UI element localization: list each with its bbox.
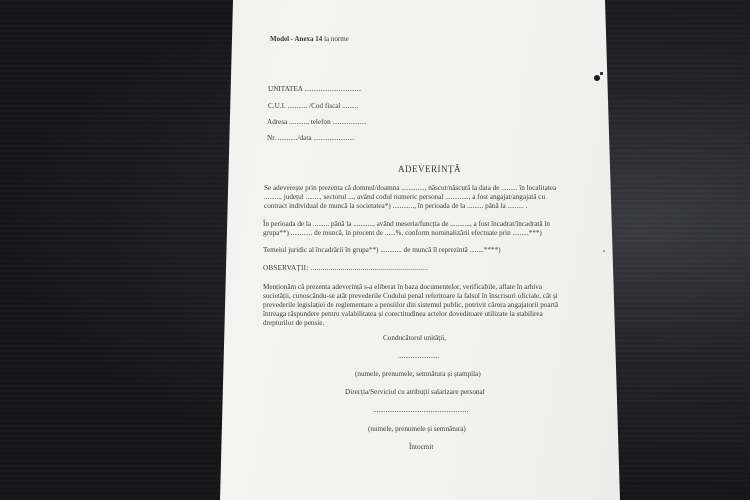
paragraph-1-line-3: contract individual de muncă la societatea*) ............, în perioada de la ......... până la ......... . (264, 202, 528, 210)
field-cui: C.U.I. ........... /Cod fiscal ......... (268, 102, 359, 110)
directia-label: Direcția/Serviciul cu atribuții salarizare personal (345, 388, 485, 396)
paragraph-1-line-2: ........., județul ........, sectorul ..., având codul numeric personal ............., a fost angajat/angajată cu (264, 193, 546, 201)
conducator-signature-line: ....................... (398, 352, 440, 360)
paragraph-4-line-2: societății, cunoscându-se atât prevederile Codului penal referitoare la falsul în înscrisuri oficiale, cât și (263, 292, 558, 300)
paragraph-1-line-1: Se adeverește prin prezenta că domnul/doamna ............., născut/născută la data de ......... în localitatea (264, 184, 557, 192)
intocmit-label: Întocmit (409, 443, 434, 451)
field-nr: Nr. .........../data ....................... (267, 134, 355, 142)
paragraph-2-line-1: În perioada de la ......... până la ..........., având meseria/funcția de ..........., a fost încadrat/încadrată în (263, 220, 550, 228)
directia-signature-line: ..................................................... (373, 406, 469, 414)
conducator-label: Conducătorul unității, (383, 334, 447, 342)
signature-caption-1: (numele, prenumele, semnătura și ștampila) (355, 370, 481, 378)
paragraph-2-line-2: grupa**) ............ de muncă, în procent de ......%, conform nominalizării efectuate prin .........***) (263, 229, 542, 237)
signature-caption-2: (numele, prenumele și semnătura) (368, 425, 466, 433)
paragraph-4-line-1: Menționăm că prezenta adeverință s-a eliberat în baza documentelor, verificabile, aflate în arhiva (263, 283, 543, 291)
document-title: ADEVERINȚĂ (398, 164, 461, 174)
document-header (270, 35, 349, 44)
field-adresa: Adresa .........., telefon ................... (267, 118, 367, 126)
field-unitatea: UNITATEA ................................ (268, 85, 362, 93)
observatii-line: OBSERVAȚII: ........................................................... (263, 264, 429, 272)
header-norme: la norme (322, 35, 349, 43)
paragraph-4-line-4: întreaga răspundere pentru valabilitatea și corectitudinea actelor doveditoare utilizate la stabilirea (263, 310, 543, 318)
paragraph-4-line-5: drepturilor de pensie. (263, 319, 325, 327)
paragraph-4-line-3: prevederile legislației de reglementare a pensiilor din sistemul public, potrivit cărora angajatorii poartă (263, 301, 559, 309)
paragraph-3: Temeiul juridic al încadrării în grupa**) ............ de muncă îl reprezintă ........****) (263, 246, 501, 254)
header-model: Model - Anexa 14 (270, 35, 323, 43)
